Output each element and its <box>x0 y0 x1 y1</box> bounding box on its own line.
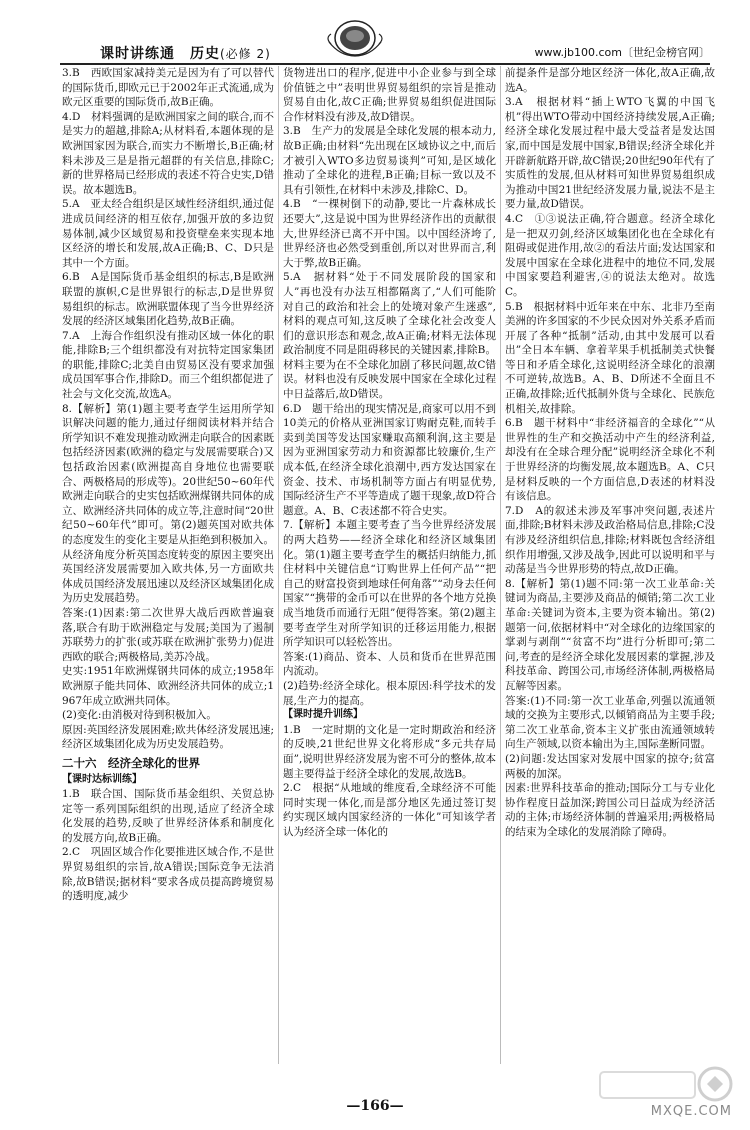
answer-paragraph: 货物进出口的程序,促进中小企业参与到全球价值链之中”表明世界贸易组织的宗旨是推动贸易自由化,故C正确;世界贸易组织促进国际合作材料没有涉及,故D错误。 <box>283 67 496 123</box>
answer-paragraph: 答案:(1)不同:第一次工业革命,列强以流通领域的交换为主要形式,以倾销商品为主要手段;第二次工业革命,资本主义扩张由流通领域转向生产领域,以资本输出为主,国际垄断同盟。 <box>505 694 715 751</box>
header-website: www.jb100.com〔世纪金榜官网〕 <box>534 46 710 59</box>
answer-paragraph: 3.B 生产力的发展是全球化发展的根本动力,故B正确;由材料“先出现在区域协议之中,而后才被引入WTO多边贸易谈判”可知,是区域化推动了全球化的进程,B正确;目标一致以及不具有引领性,在材料中未涉及,排除C、D。 <box>283 125 496 196</box>
subsection-tag: 【课时提升训练】 <box>283 709 363 721</box>
answer-paragraph: 史实:1951年欧洲煤钢共同体的成立;1958年欧洲原子能共同体、欧洲经济共同体的成立;1967年成立欧洲共同体。 <box>62 665 274 707</box>
column-middle <box>283 66 496 1066</box>
answer-paragraph: 原因:英国经济发展困难;欧共体经济发展迅速;经济区域集团化成为历史发展趋势。 <box>62 723 274 751</box>
header-subtitle: (必修 2) <box>220 47 271 61</box>
watermark-text: MXQE.COM <box>650 1104 732 1119</box>
page-header <box>60 34 710 64</box>
answer-paragraph: 1.B 一定时期的文化是一定时期政治和经济的反映,21世纪世界文化将形成“多元共存局面”,说明世界经济发展为密不可分的整体,故本题主要得益于经济全球化的发展,故选B。 <box>283 723 496 780</box>
answer-paragraph: 1.B 联合国、国际货币基金组织、关贸总协定等一系列国际组织的出现,适应了经济全球化发展的趋势,反映了世界经济体系和制度化的发展方向,故B正确。 <box>62 788 274 844</box>
answer-paragraph: 7.A 上海合作组织没有推动区域一体化的职能,排除B;三个组织都没有对抗特定国家集团的职能,排除C;北美自由贸易区没有要求加强成员国军事合作,排除D。而三个组织都促进了社会与文化交流,故选A。 <box>62 329 274 401</box>
answer-paragraph: 7.D A的叙述未涉及军事冲突问题,表述片面,排除;B材料未涉及政治格局信息,排除;C没有涉及经济组织信息,排除;材料既包含经济组织作用增强,又涉及战争,因此可以说明和平与动荡是当今世界形势的特点,故D正确。 <box>505 504 715 576</box>
answer-paragraph: (2)变化:由消极对待到积极加入。 <box>62 709 217 722</box>
answer-paragraph: 5.A 据材料“处于不同发展阶段的国家和人”再也没有办法互相都隔离了,“人们可能阶对自己的政治和社会上的处境对象产生迷惑”,材料的观点可知,这反映了全球化社会改变人们的意识形态和观念,故A正确;材料无法体现政治制度不同是阻碍移民的关键因素,排除B。材料主要为在不全球化加剧了移民问题,故C错误。材料也没有反映发展中国家在全球化过程中日益落后,故D错误。 <box>283 271 496 401</box>
answer-paragraph: 5.A 亚太经合组织是区域性经济组织,通过促进成员间经济的相互依存,加强开放的多边贸易体制,减少区域贸易和投资壁垒来实现本地区经济的增长和发展,故A正确;B、C、D只是其中一个方面。 <box>62 198 274 269</box>
answer-paragraph: 答案:(1)商品、资本、人员和货币在世界范围内流动。 <box>283 650 496 678</box>
answer-paragraph: 3.A 根据材料“插上WTO飞翼的中国飞机”得出WTO带动中国经济持续发展,A正确;经济全球化发展过程中最大受益者是发达国家,而中国是发展中国家,B错误;经济全球化并开辟新航路开辟,故C错误;20世纪90年代有了实质性的发展,但从材料可知世界贸易组织成为推动中国21世纪经济发展力量,说法不是主要力量,故D错误。 <box>505 96 715 211</box>
answer-paragraph: 8.【解析】第(1)题不同:第一次工业革命:关键词为商品,主要涉及商品的倾销;第二次工业革命:关键词为资本,主要为资本输出。第(2)题第一问,依据材料中“对全球化的边缘国家的掌剥与剥削”“贫富不均”进行分析即可;第二问,考查的是经济全球化发展因素的掌握,涉及科技革命、跨国公司,市场经济体制,两极格局瓦解等因素。 <box>505 577 715 692</box>
answer-paragraph: 7.【解析】本题主要考查了当今世界经济发展的两大趋势——经济全球化和经济区域集团化。第(1)题主要考查学生的概括归纳能力,抓住材料中关键信息“订购世界上任何产品”“把自己的财富投资到地球任何角落”“动身去任何国家”“携带的金币可以在世界的各个地方兑换成当地货币而通行无阻”便得答案。第(2)题主要考查学生对所学知识的迁移运用能力,根据所学知识可以轻松答出。 <box>283 519 496 649</box>
answer-paragraph: 答案:(1)因素:第二次世界大战后西欧普遍衰落,联合有助于欧洲稳定与发展;美国为了遏制苏联势力的扩张(或苏联在欧洲扩张势力)促进西欧的联合;两极格局,美苏冷战。 <box>62 606 274 663</box>
answer-paragraph: 6.D 题干给出的现实情况是,商家可以用不到10美元的价格从亚洲国家订购耐克鞋,而转手卖到美国等发达国家赚取高额利润,这主要是因为亚洲国家劳动力和资源都比较廉价,生产成本低,在经济全球化浪潮中,西方发达国家在资金、技术、市场机制等方面占有明显优势,国际经济生产不平等造成了题干现象,故D符合题意。A、B、C表述都不符合史实。 <box>283 402 496 517</box>
publisher-logo <box>325 12 385 60</box>
answer-paragraph: 4.B “一棵树倒下的动静,要比一片森林成长还要大”,这是说中国为世界经济作出的贡献很大,世界经济已离不开中国。以中国经济垮了,世界经济也必然受到重创,所以对世界而言,利大于弊,故B正确。 <box>283 198 496 269</box>
header-divider <box>60 63 710 65</box>
header-title: 课时讲练通 历史 <box>100 46 220 62</box>
answer-paragraph: 2.C 巩固区域合作化要推进区域合作,不是世界贸易组织的宗旨,故A错误;国际竞争无法消除,故B错误;据材料“要求各成员提高跨境贸易的透明度,减少 <box>62 846 274 903</box>
subsection-tag: 【课时达标训练】 <box>62 773 142 785</box>
answer-paragraph: 5.B 根据材料中近年来在中东、北非乃至南美洲的许多国家的不少民众因对外关系矛盾而开展了各种“抵制”活动,由其中发展可以看出”全日本车辆、拿着苹果手机抵制美式快餐等日和矛盾全球化,这说明经济全球化的浪潮不可逆转,故选B。A、B、D所述不全面且不正确,故排除;近代抵制外货与全球化、民族危机相关,故排除。 <box>505 300 715 415</box>
column-divider <box>278 66 279 1064</box>
column-left <box>62 66 274 1066</box>
column-divider <box>500 66 501 1064</box>
section-heading: 二十六 经济全球化的世界 <box>62 755 200 770</box>
answer-paragraph: 前提条件是部分地区经济一体化,故A正确,故选A。 <box>505 67 715 94</box>
answer-paragraph: 3.B 西欧国家减持美元是因为有了可以替代的国际货币,即欧元已于2002年正式流通,成为欧元区重要的国际货币,故B正确。 <box>62 67 274 109</box>
answer-paragraph: 因素:世界科技革命的推动;国际分工与专业化协作程度日益加深;跨国公司日益成为经济活动的主体;市场经济体制的普遍采用;两极格局的结束为全球化的发展消除了障碍。 <box>505 782 715 838</box>
answer-paragraph: 6.B A是国际货币基金组织的标志,B是欧洲联盟的旗帜,C是世界银行的标志,D是世界贸易组织的标志。欧洲联盟体现了当今世界经济发展的经济区域集团化趋势,故B正确。 <box>62 271 274 328</box>
answer-paragraph: 4.C ①③说法正确,符合题意。经济全球化是一把双刃剑,经济区域集团化也在全球化有阻碍或促进作用,故②的看法片面;发达国家和发展中国家在全球化进程中的地位不同,发展中国家要趋利避害,④的说法太绝对。故选C。 <box>505 212 715 298</box>
answer-paragraph: (2)趋势:经济全球化。根本原因:科学技术的发展,生产力的提高。 <box>283 679 496 707</box>
answer-paragraph: 6.B 题干材料中“非经济福音的全球化”“从世界性的生产和交换活动中产生的经济利益,却没有在全球合理分配”说明经济全球化不利于世界经济的均衡发展,故本题选B。A、C只是材料反映的一个方面信息,D表述的材料没有该信息。 <box>505 417 715 503</box>
page-number: —166— <box>346 1098 404 1114</box>
answer-paragraph: 4.D 材料强调的是欧洲国家之间的联合,而不是实力的超越,排除A;从材料看,本题体现的是欧洲国家因为联合,而实力不断增长,B正确;材料未涉及三是是指元超群的有关信息,排除C;新的世界格局已经形成的表述不符合史实,D错误。故本题选B。 <box>62 110 274 196</box>
answer-paragraph: 8.【解析】第(1)题主要考查学生运用所学知识解决问题的能力,通过仔细阅读材料并结合所学知识不难发现推动欧洲走向联合的因素既包括经济因素(欧洲的稳定与发展需要联合)又包括政治因素(欧洲提高自身地位也需要联合、两极格局的形成等)。20世纪50~60年代欧洲走向联合的史实包括欧洲煤钢共同体的成立、欧洲经济共同体的成立等,注意时间“20世纪50~60年代”即可。第(2)题英国对欧共体的态度发生的变化主要是从拒绝到积极加入。从经济角度分析英国态度转变的原因主要突出英国经济发展需要加入欧共体,另一方面欧共体成员国经济发展迅速以及经济区域集团化成为历史发展趋势。 <box>62 402 274 605</box>
header-book-title <box>100 43 271 63</box>
answer-paragraph: 2.C 根据“从地域的维度看,全球经济不可能同时实现一体化,而是部分地区先通过签订契约实现区域内国家经济的一体化”可知该学者认为经济全球一体化的 <box>283 782 496 838</box>
column-right <box>505 66 715 1066</box>
answer-paragraph: (2)问题:发达国家对发展中国家的掠夺;贫富两极的加深。 <box>505 752 715 780</box>
